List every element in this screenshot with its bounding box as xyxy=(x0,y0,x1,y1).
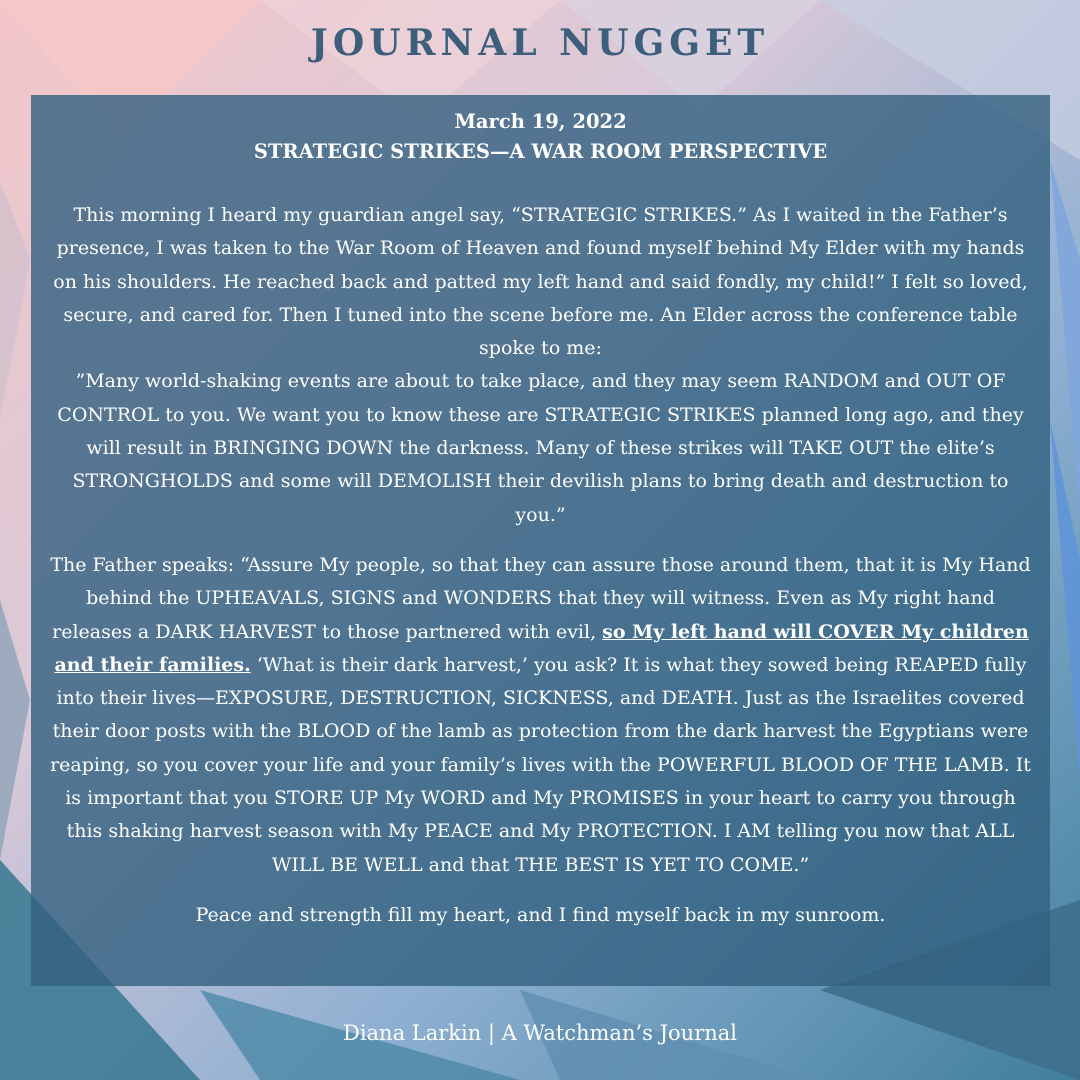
entry-paragraph-4: Peace and strength fill my heart, and I find myself back in my sunroom. xyxy=(195,903,886,926)
entry-paragraph-3-start: The Father speaks: “Assure My people, so that they can assure those around them, that it is My Hand behind the UPHEAVALS, SIGNS and WONDERS that they will witness. Even as My right hand releases a DARK HARVEST to those partnered with evil, xyxy=(50,553,1031,643)
entry-paragraph-3 xyxy=(45,549,1036,882)
entry-date: March 19, 2022 xyxy=(454,110,627,133)
entry-paragraph-1: This morning I heard my guardian angel say, “STRATEGIC STRIKES.” As I waited in the Father’s presence, I was taken to the War Room of Heaven and found myself behind My Elder with my hands on his shoulders. He reached back and patted my left hand and said fondly, my child!” I felt so loved, secure, and cared for. Then I tuned into the scene before me. An Elder across the conference table spoke to me: xyxy=(53,204,1028,360)
entry-heading: STRATEGIC STRIKES—A WAR ROOM PERSPECTIVE xyxy=(253,140,828,163)
journal-entry-panel xyxy=(31,95,1050,986)
entry-paragraph-3-end: ‘What is their dark harvest,’ you ask? It is what they sowed being REAPED fully into their lives—EXPOSURE, DESTRUCTION, SICKNESS, and DEATH. Just as the Israelites covered their door posts with the BLOOD of the lamb as protection from the dark harvest the Egyptians were reaping, so you cover your life and your family’s lives with the POWERFUL BLOOD OF THE LAMB. It is important that you STORE UP My WORD and My PROMISES in your heart to carry you through this shaking harvest season with My PEACE and My PROTECTION. I AM telling you now that ALL WILL BE WELL and that THE BEST IS YET TO COME.” xyxy=(50,653,1031,876)
entry-paragraph-2: ”Many world-shaking events are about to take place, and they may seem RANDOM and OUT OF CONTROL to you. We want you to know these are STRATEGIC STRIKES planned long ago, and they will result in BRINGING DOWN the darkness. Many of these strikes will TAKE OUT the elite’s STRONGHOLDS and some will DEMOLISH their devilish plans to bring death and destruction to you.” xyxy=(57,370,1024,526)
entry-emphasis-text: so My left hand will COVER My children and their families. xyxy=(54,620,1029,676)
footer-credit: Diana Larkin | A Watchman’s Journal xyxy=(342,1021,737,1045)
page-title: JOURNAL NUGGET xyxy=(310,22,770,64)
